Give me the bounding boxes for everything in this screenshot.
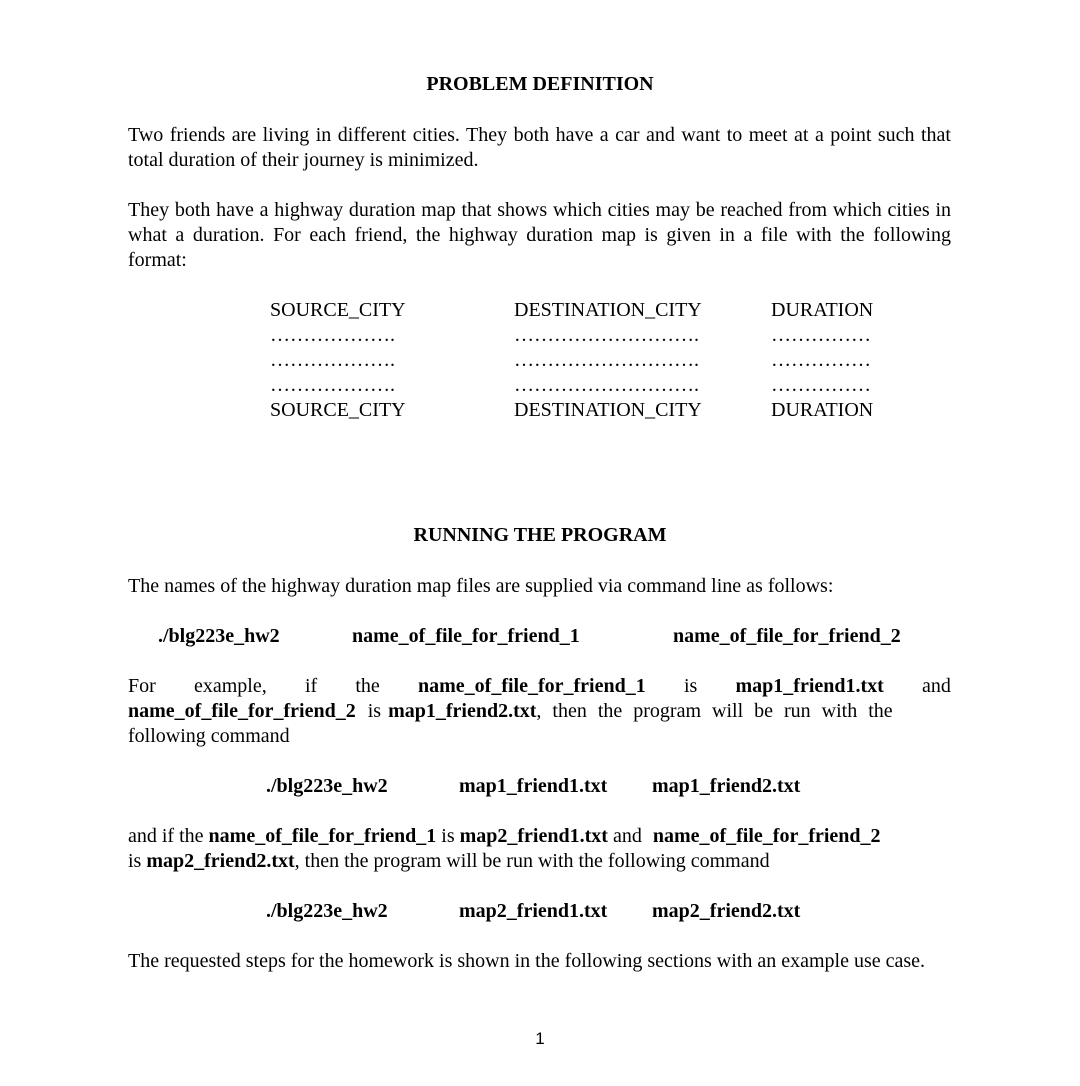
bold-term-map2-friend1: map2_friend1.txt [459, 825, 608, 847]
format-header-source: SOURCE_CITY [270, 299, 406, 321]
example-1-line-1 [128, 674, 951, 699]
bold-term-map2-friend2: map2_friend2.txt [146, 850, 295, 872]
text-word: is [128, 850, 142, 872]
bold-term-friend-2-file: name_of_file_for_friend_2 [128, 700, 356, 722]
bold-term-friend-1-file: name_of_file_for_friend_1 [208, 825, 437, 847]
command-example-2-executable: ./blg223e_hw2 [266, 900, 388, 922]
example-1-line-3: following command [128, 725, 290, 747]
format-footer-duration: DURATION [771, 399, 874, 421]
text-word: is [683, 675, 698, 697]
section-heading-running-the-program: RUNNING THE PROGRAM [413, 524, 667, 546]
text-run: , then the program will be run with the [536, 700, 893, 722]
command-executable: ./blg223e_hw2 [158, 625, 280, 647]
format-dots-row-2-duration: …………… [771, 349, 871, 371]
bold-term-map1-friend1: map1_friend1.txt [735, 675, 884, 697]
format-dots-row-2-source: ………………. [270, 349, 395, 371]
text-word: is [441, 825, 455, 847]
format-header-duration: DURATION [771, 299, 874, 321]
format-header-destination: DESTINATION_CITY [514, 299, 702, 321]
format-dots-row-3-source: ………………. [270, 374, 395, 396]
example-1-line-2 [128, 699, 951, 724]
bold-term-map1-friend2: map1_friend2.txt [388, 700, 537, 722]
format-dots-row-1-source: ………………. [270, 324, 395, 346]
bold-term-friend-2-file: name_of_file_for_friend_2 [652, 825, 881, 847]
format-footer-destination: DESTINATION_CITY [514, 399, 702, 421]
format-dots-row-1-destination: ………………………. [514, 324, 699, 346]
text-word: For [128, 675, 156, 697]
command-example-1-arg-2: map1_friend2.txt [652, 775, 801, 797]
example-2-line-2 [128, 849, 770, 874]
format-footer-source: SOURCE_CITY [270, 399, 406, 421]
problem-paragraph-2: They both have a highway duration map that shows which cities may be reached from which cities in what a duration. For each friend, the highway duration map is given in a file with the following format: [128, 199, 951, 271]
problem-paragraph-1: Two friends are living in different cities. They both have a car and want to meet at a point such that total duration of their journey is minimized. [128, 124, 951, 171]
text-word: and [612, 825, 642, 847]
command-example-1-arg-1: map1_friend1.txt [459, 775, 608, 797]
text-run: and if the [128, 825, 204, 847]
running-paragraph-1: The names of the highway duration map files are supplied via command line as follows: [128, 575, 834, 597]
example-2-line-1 [128, 824, 951, 849]
command-example-2-arg-1: map2_friend1.txt [459, 900, 608, 922]
format-dots-row-2-destination: ………………………. [514, 349, 699, 371]
text-word: example, [194, 675, 267, 697]
text-run: , then the program will be run with the following command [294, 850, 770, 872]
text-word: the [355, 675, 380, 697]
format-dots-row-1-duration: …………… [771, 324, 871, 346]
text-word: if [304, 675, 318, 697]
command-example-1-executable: ./blg223e_hw2 [266, 775, 388, 797]
running-paragraph-last: The requested steps for the homework is shown in the following sections with an example use case. [128, 950, 926, 972]
bold-term-friend-1-file: name_of_file_for_friend_1 [418, 675, 646, 697]
text-word: is [367, 700, 382, 722]
command-example-2-arg-2: map2_friend2.txt [652, 900, 801, 922]
command-arg-friend-1: name_of_file_for_friend_1 [352, 625, 580, 647]
command-arg-friend-2: name_of_file_for_friend_2 [673, 625, 901, 647]
text-word: and [922, 675, 951, 697]
section-heading-problem-definition: PROBLEM DEFINITION [426, 73, 654, 95]
page-number: 1 [535, 1029, 545, 1048]
format-dots-row-3-destination: ………………………. [514, 374, 699, 396]
format-dots-row-3-duration: …………… [771, 374, 871, 396]
